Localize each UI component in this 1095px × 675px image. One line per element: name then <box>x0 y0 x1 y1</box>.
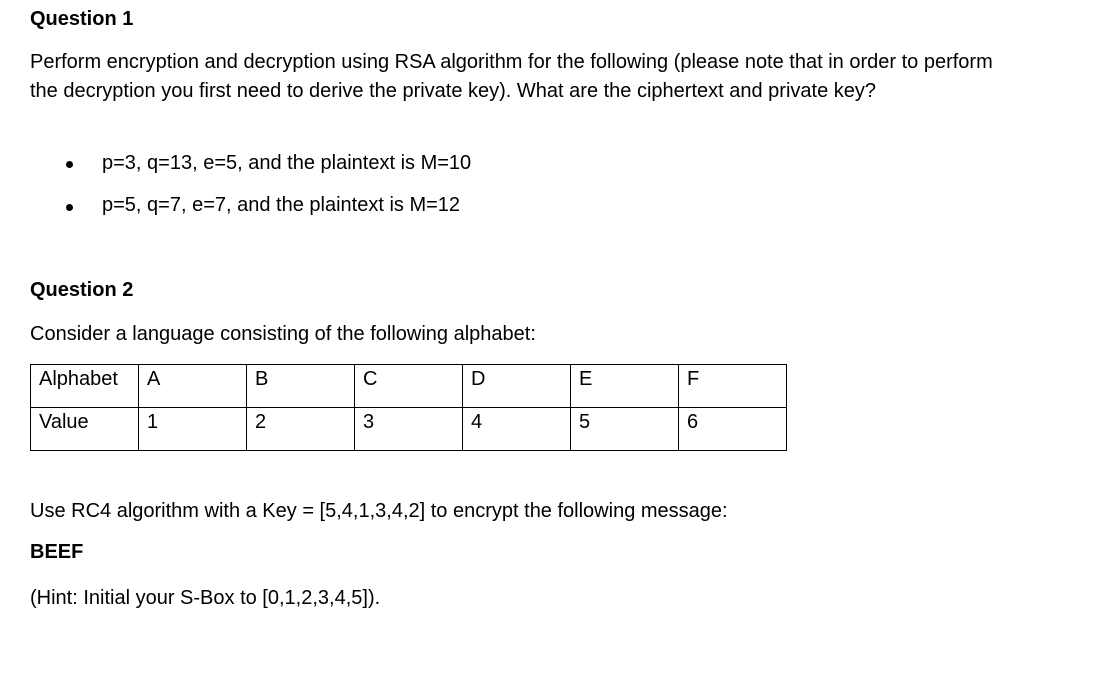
table-cell: 1 <box>139 408 247 451</box>
hint-text: (Hint: Initial your S-Box to [0,1,2,3,4,5]). <box>30 587 381 609</box>
question-1-paragraph: Perform encryption and decryption using RSA algorithm for the following (please note that in order to perform the decryption you first need to derive the private key). What are the ciphertext and private key? <box>30 51 993 102</box>
bullet-dot-icon <box>66 204 73 211</box>
table-cell: E <box>571 365 679 408</box>
alphabet-table <box>30 364 787 451</box>
table-row <box>31 365 787 408</box>
bullet-text: p=3, q=13, e=5, and the plaintext is M=10 <box>102 152 472 174</box>
table-cell: A <box>139 365 247 408</box>
bullet-dot-icon <box>66 161 73 168</box>
table-cell: F <box>679 365 787 408</box>
table-cell: 6 <box>679 408 787 451</box>
table-cell: Value <box>31 408 139 451</box>
question-1-heading: Question 1 <box>30 8 134 30</box>
table-cell: D <box>463 365 571 408</box>
message-text: BEEF <box>30 541 84 563</box>
table-cell: 2 <box>247 408 355 451</box>
question-2-heading: Question 2 <box>30 279 134 301</box>
table-cell: Alphabet <box>31 365 139 408</box>
bullet-text: p=5, q=7, e=7, and the plaintext is M=12 <box>102 194 461 216</box>
table-cell: B <box>247 365 355 408</box>
table-row <box>31 408 787 451</box>
table-cell: 5 <box>571 408 679 451</box>
table-cell: 3 <box>355 408 463 451</box>
table-cell: 4 <box>463 408 571 451</box>
rc4-instruction: Use RC4 algorithm with a Key = [5,4,1,3,4,2] to encrypt the following message: <box>30 500 728 522</box>
table-cell: C <box>355 365 463 408</box>
question-2-intro: Consider a language consisting of the following alphabet: <box>30 323 536 345</box>
